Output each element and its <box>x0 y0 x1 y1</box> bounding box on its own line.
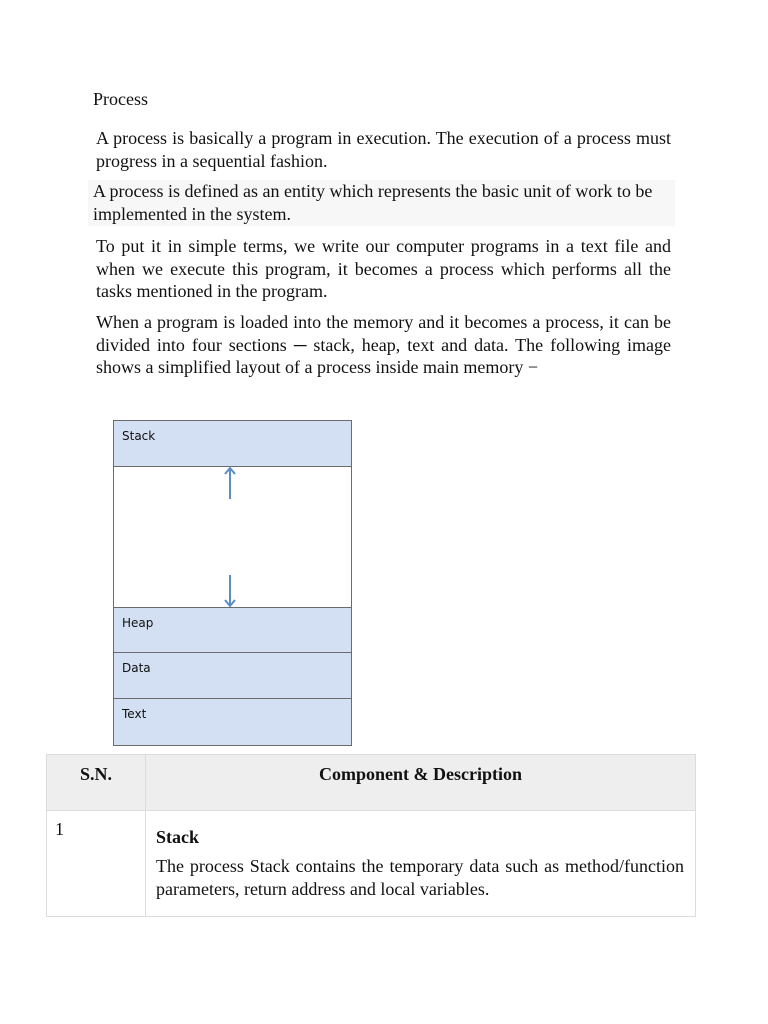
header-sn: S.N. <box>47 755 146 811</box>
heap-segment <box>114 607 351 653</box>
paragraph-definition: A process is defined as an entity which represents the basic unit of work to be implemented in the system. <box>88 180 675 226</box>
row-title: Stack <box>156 827 200 847</box>
data-segment <box>114 653 351 699</box>
page-title: Process <box>93 89 148 109</box>
table-header-row <box>47 755 696 811</box>
stack-segment <box>114 421 351 467</box>
row-description: The process Stack contains the temporary data such as method/function parameters, return address and local variables. <box>156 856 684 899</box>
component-table <box>46 754 696 917</box>
data-label: Data <box>122 661 151 675</box>
paragraph-memory-sections: When a program is loaded into the memory and it becomes a process, it can be divided into four sections ─ stack, heap, text and data. The following image shows a simplified layout of a process inside main memory − <box>96 312 671 378</box>
row-sn: 1 <box>47 811 146 917</box>
stack-label: Stack <box>122 429 156 443</box>
table-row <box>47 811 696 917</box>
arrow-down-icon <box>222 573 238 609</box>
text-segment <box>114 699 351 745</box>
row-content <box>146 811 696 917</box>
paragraph-simple-terms: To put it in simple terms, we write our computer programs in a text file and when we execute this program, it becomes a process which performs all the tasks mentioned in the program. <box>96 236 671 302</box>
paragraph-intro: A process is basically a program in execution. The execution of a process must progress in a sequential fashion. <box>96 128 671 171</box>
arrow-up-icon <box>222 465 238 501</box>
text-label: Text <box>122 707 147 721</box>
process-memory-diagram <box>113 420 352 746</box>
heap-label: Heap <box>122 616 154 630</box>
header-component-description: Component & Description <box>146 755 696 811</box>
